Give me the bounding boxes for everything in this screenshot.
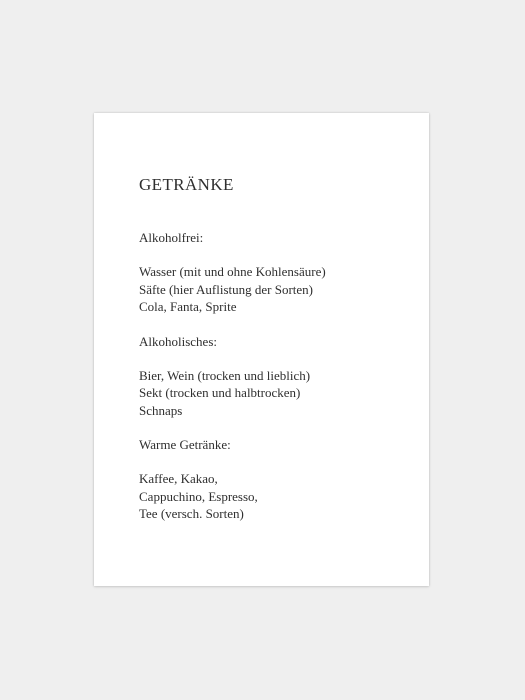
list-item: Sekt (trocken und halbtrocken) [139,385,301,400]
section-heading: Alkoholfrei: [139,230,204,245]
item-list [139,263,409,316]
list-item: Säfte (hier Auflistung der Sorten) [139,281,314,297]
section-heading: Warme Getränke: [139,437,231,452]
section-heading: Alkoholisches: [139,333,217,349]
menu-card [94,113,429,586]
section-warme-getraenke [139,436,409,523]
page-title: GETRÄNKE [139,175,234,194]
list-item: Wasser (mit und ohne Kohlensäure) [139,264,326,279]
section-alkoholisches [139,333,409,420]
item-list [139,470,409,523]
list-item: Bier, Wein (trocken und lieblich) [139,367,311,383]
section-alkoholfrei [139,229,409,316]
list-item: Kaffee, Kakao, [139,471,218,486]
list-item: Cola, Fanta, Sprite [139,299,237,314]
list-item: Cappuchino, Espresso, [139,488,258,504]
menu-content [139,175,409,540]
list-item: Schnaps [139,402,183,418]
item-list [139,367,409,420]
list-item: Tee (versch. Sorten) [139,506,244,521]
